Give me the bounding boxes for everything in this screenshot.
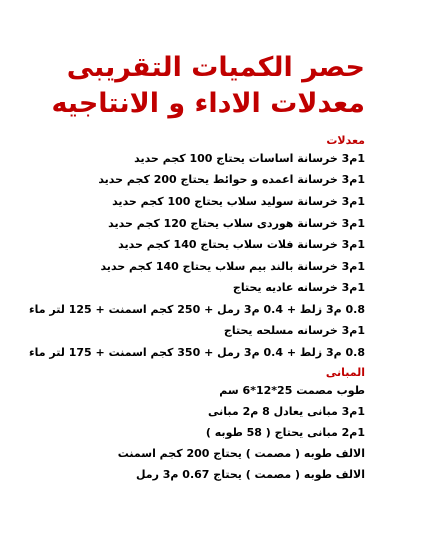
section-heading-rates: معدلات bbox=[326, 134, 365, 147]
document-title-line2: معدلات الاداء و الانتاجيه bbox=[51, 88, 365, 119]
rate-line: 0.8 م3 زلط + 0.4 م3 رمل + 350 كجم اسمنت + 175 لتر ماء bbox=[29, 346, 365, 359]
rate-line: 1م3 خرسانة سوليد سلاب يحتاج 100 كجم حديد bbox=[112, 195, 365, 208]
building-line: الالف طوبه ( مصمت ) يحتاج 200 كجم اسمنت bbox=[117, 447, 365, 460]
section-heading-buildings: المبانى bbox=[325, 366, 365, 379]
rate-line: 1م3 خرسانة اساسات يحتاج 100 كجم حديد bbox=[134, 152, 365, 165]
rate-line: 1م3 خرسانة فلات سلاب يحتاج 140 كجم حديد bbox=[118, 238, 365, 251]
rate-line: 1م3 خرسانة بالند بيم سلاب يحتاج 140 كجم حديد bbox=[100, 260, 365, 273]
building-line: طوب مصمت 25*12*6 سم bbox=[219, 384, 365, 397]
document-title-line1: حصر الكميات التقريبى bbox=[66, 52, 365, 83]
building-line: الالف طوبه ( مصمت ) يحتاج 0.67 م3 رمل bbox=[135, 468, 365, 481]
rate-line: 1م3 خرسانه مسلحه يحتاج bbox=[223, 324, 365, 337]
rate-line: 1م3 خرسانة اعمده و حوائط يحتاج 200 كجم حديد bbox=[98, 173, 365, 186]
rate-line: 1م3 خرسانه عاديه يحتاج bbox=[232, 281, 365, 294]
rate-line: 0.8 م3 زلط + 0.4 م3 رمل + 250 كجم اسمنت + 125 لتر ماء bbox=[29, 303, 365, 316]
building-line: 1م3 مبانى يعادل 8 م2 مبانى bbox=[208, 405, 365, 418]
rate-line: 1م3 خرسانة هوردى سلاب يحتاج 120 كجم حديد bbox=[108, 217, 365, 230]
building-line: 1م2 مبانى يحتاج ( 58 طوبه ) bbox=[205, 426, 365, 439]
